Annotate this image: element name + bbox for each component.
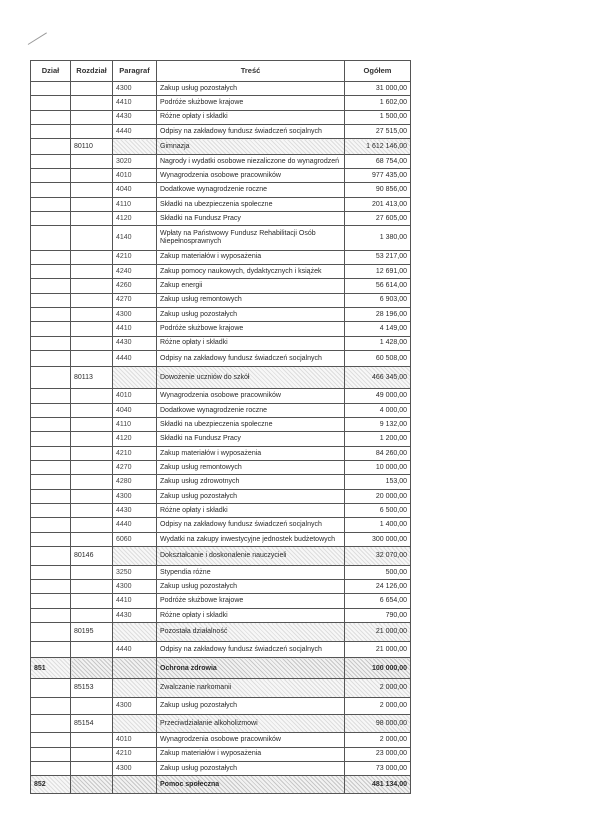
cell-dzial	[31, 733, 71, 747]
cell-dzial	[31, 226, 71, 250]
table-row	[31, 197, 411, 211]
cell-rozdzial	[71, 594, 113, 608]
cell-tresc: Składki na ubezpieczenia społeczne	[157, 418, 345, 432]
cell-rozdzial	[71, 264, 113, 278]
cell-rozdzial	[71, 461, 113, 475]
cell-rozdzial	[71, 336, 113, 350]
cell-ogolem: 100 000,00	[345, 658, 411, 679]
cell-paragraf: 3020	[113, 154, 157, 168]
cell-rozdzial	[71, 565, 113, 579]
table-row	[31, 580, 411, 594]
cell-rozdzial	[71, 279, 113, 293]
cell-tresc: Wynagrodzenia osobowe pracowników	[157, 389, 345, 403]
cell-paragraf	[113, 623, 157, 642]
cell-ogolem: 2 000,00	[345, 733, 411, 747]
table-row	[31, 432, 411, 446]
cell-rozdzial: 85153	[71, 679, 113, 698]
cell-tresc: Zakup energii	[157, 279, 345, 293]
table-row	[31, 565, 411, 579]
cell-tresc: Składki na Fundusz Pracy	[157, 432, 345, 446]
table-row	[31, 623, 411, 642]
header-ogolem: Ogółem	[345, 61, 411, 82]
cell-dzial: 851	[31, 658, 71, 679]
table-row	[31, 389, 411, 403]
cell-rozdzial	[71, 96, 113, 110]
cell-dzial	[31, 532, 71, 546]
cell-tresc: Wpłaty na Państwowy Fundusz Rehabilitacji Osób Niepełnosprawnych	[157, 226, 345, 250]
cell-rozdzial	[71, 641, 113, 658]
cell-paragraf: 4040	[113, 183, 157, 197]
cell-ogolem: 53 217,00	[345, 250, 411, 264]
table-row	[31, 264, 411, 278]
cell-rozdzial	[71, 698, 113, 715]
cell-tresc: Zakup materiałów i wyposażenia	[157, 446, 345, 460]
cell-ogolem: 481 134,00	[345, 776, 411, 794]
cell-rozdzial	[71, 389, 113, 403]
cell-ogolem: 790,00	[345, 608, 411, 622]
budget-table	[30, 60, 411, 794]
cell-dzial	[31, 350, 71, 367]
cell-tresc: Odpisy na zakładowy fundusz świadczeń socjalnych	[157, 518, 345, 532]
cell-tresc: Zwalczanie narkomanii	[157, 679, 345, 698]
cell-dzial	[31, 608, 71, 622]
table-row	[31, 761, 411, 775]
cell-paragraf	[113, 776, 157, 794]
cell-ogolem: 1 500,00	[345, 110, 411, 124]
table-row	[31, 776, 411, 794]
cell-tresc: Podróże służbowe krajowe	[157, 322, 345, 336]
cell-paragraf: 4110	[113, 418, 157, 432]
table-row	[31, 532, 411, 546]
cell-ogolem: 500,00	[345, 565, 411, 579]
cell-tresc: Wynagrodzenia osobowe pracowników	[157, 733, 345, 747]
cell-ogolem: 1 612 146,00	[345, 139, 411, 154]
cell-dzial	[31, 139, 71, 154]
cell-tresc: Różne opłaty i składki	[157, 110, 345, 124]
cell-tresc: Gimnazja	[157, 139, 345, 154]
cell-ogolem: 1 602,00	[345, 96, 411, 110]
cell-tresc: Dodatkowe wynagrodzenie roczne	[157, 403, 345, 417]
cell-ogolem: 1 380,00	[345, 226, 411, 250]
cell-tresc: Dodatkowe wynagrodzenie roczne	[157, 183, 345, 197]
cell-ogolem: 20 000,00	[345, 489, 411, 503]
cell-dzial	[31, 96, 71, 110]
cell-paragraf: 4430	[113, 504, 157, 518]
cell-paragraf: 4280	[113, 475, 157, 489]
cell-rozdzial	[71, 608, 113, 622]
cell-dzial	[31, 183, 71, 197]
cell-paragraf: 4210	[113, 446, 157, 460]
cell-ogolem: 31 000,00	[345, 82, 411, 96]
cell-tresc: Nagrody i wydatki osobowe niezaliczone do wynagrodzeń	[157, 154, 345, 168]
cell-paragraf: 4440	[113, 124, 157, 138]
cell-dzial	[31, 580, 71, 594]
cell-paragraf: 4270	[113, 293, 157, 307]
cell-tresc: Różne opłaty i składki	[157, 336, 345, 350]
cell-paragraf: 4300	[113, 307, 157, 321]
cell-tresc: Zakup usług pozostałych	[157, 307, 345, 321]
cell-rozdzial	[71, 504, 113, 518]
cell-rozdzial	[71, 169, 113, 183]
cell-dzial	[31, 389, 71, 403]
cell-dzial	[31, 82, 71, 96]
cell-paragraf: 4300	[113, 698, 157, 715]
table-row	[31, 594, 411, 608]
cell-rozdzial	[71, 293, 113, 307]
cell-tresc: Zakup usług pozostałych	[157, 82, 345, 96]
cell-dzial	[31, 124, 71, 138]
cell-paragraf: 4300	[113, 761, 157, 775]
table-row	[31, 293, 411, 307]
cell-rozdzial: 80110	[71, 139, 113, 154]
cell-dzial	[31, 154, 71, 168]
table-row	[31, 96, 411, 110]
cell-dzial	[31, 623, 71, 642]
cell-rozdzial	[71, 82, 113, 96]
cell-tresc: Zakup pomocy naukowych, dydaktycznych i książek	[157, 264, 345, 278]
cell-ogolem: 24 126,00	[345, 580, 411, 594]
table-row	[31, 350, 411, 367]
cell-dzial	[31, 279, 71, 293]
table-row	[31, 418, 411, 432]
cell-tresc: Podróże służbowe krajowe	[157, 96, 345, 110]
table-row	[31, 154, 411, 168]
cell-dzial	[31, 698, 71, 715]
cell-paragraf: 3250	[113, 565, 157, 579]
cell-dzial	[31, 169, 71, 183]
cell-rozdzial	[71, 307, 113, 321]
table-row	[31, 698, 411, 715]
cell-ogolem: 90 856,00	[345, 183, 411, 197]
cell-dzial	[31, 110, 71, 124]
cell-dzial	[31, 747, 71, 761]
cell-ogolem: 1 200,00	[345, 432, 411, 446]
table-row	[31, 110, 411, 124]
cell-tresc: Zakup usług remontowych	[157, 461, 345, 475]
cell-paragraf: 4410	[113, 96, 157, 110]
cell-tresc: Różne opłaty i składki	[157, 608, 345, 622]
cell-dzial	[31, 322, 71, 336]
cell-paragraf: 4240	[113, 264, 157, 278]
header-tresc: Treść	[157, 61, 345, 82]
cell-ogolem: 60 508,00	[345, 350, 411, 367]
cell-dzial	[31, 446, 71, 460]
cell-ogolem: 6 654,00	[345, 594, 411, 608]
cell-dzial	[31, 197, 71, 211]
cell-paragraf: 4120	[113, 212, 157, 226]
cell-dzial	[31, 518, 71, 532]
cell-paragraf: 4300	[113, 580, 157, 594]
cell-rozdzial	[71, 183, 113, 197]
cell-dzial	[31, 212, 71, 226]
cell-rozdzial	[71, 733, 113, 747]
cell-rozdzial	[71, 446, 113, 460]
cell-rozdzial	[71, 776, 113, 794]
cell-tresc: Zakup usług pozostałych	[157, 580, 345, 594]
cell-rozdzial	[71, 432, 113, 446]
cell-tresc: Zakup usług remontowych	[157, 293, 345, 307]
cell-dzial	[31, 418, 71, 432]
table-row	[31, 547, 411, 566]
cell-ogolem: 21 000,00	[345, 623, 411, 642]
cell-paragraf	[113, 714, 157, 733]
cell-rozdzial	[71, 403, 113, 417]
cell-dzial	[31, 336, 71, 350]
cell-rozdzial	[71, 110, 113, 124]
cell-ogolem: 2 000,00	[345, 679, 411, 698]
cell-ogolem: 10 000,00	[345, 461, 411, 475]
cell-tresc: Zakup materiałów i wyposażenia	[157, 747, 345, 761]
cell-rozdzial	[71, 212, 113, 226]
header-dzial: Dział	[31, 61, 71, 82]
cell-rozdzial	[71, 475, 113, 489]
cell-dzial	[31, 264, 71, 278]
cell-paragraf	[113, 547, 157, 566]
cell-rozdzial	[71, 518, 113, 532]
cell-tresc: Składki na ubezpieczenia społeczne	[157, 197, 345, 211]
cell-dzial	[31, 250, 71, 264]
cell-ogolem: 977 435,00	[345, 169, 411, 183]
cell-tresc: Stypendia różne	[157, 565, 345, 579]
table-row	[31, 518, 411, 532]
cell-dzial	[31, 293, 71, 307]
cell-tresc: Pozostała działalność	[157, 623, 345, 642]
table-row	[31, 475, 411, 489]
cell-rozdzial: 80113	[71, 367, 113, 389]
cell-tresc: Przeciwdziałanie alkoholizmowi	[157, 714, 345, 733]
cell-ogolem: 98 000,00	[345, 714, 411, 733]
cell-paragraf: 4140	[113, 226, 157, 250]
cell-ogolem: 68 754,00	[345, 154, 411, 168]
cell-rozdzial	[71, 350, 113, 367]
cell-rozdzial	[71, 761, 113, 775]
table-row	[31, 504, 411, 518]
table-row	[31, 124, 411, 138]
cell-ogolem: 4 000,00	[345, 403, 411, 417]
table-row	[31, 679, 411, 698]
cell-paragraf: 4010	[113, 389, 157, 403]
cell-paragraf: 4410	[113, 322, 157, 336]
cell-paragraf: 4430	[113, 608, 157, 622]
cell-paragraf: 4300	[113, 82, 157, 96]
cell-rozdzial	[71, 418, 113, 432]
cell-ogolem: 27 515,00	[345, 124, 411, 138]
cell-tresc: Różne opłaty i składki	[157, 504, 345, 518]
cell-rozdzial: 85154	[71, 714, 113, 733]
cell-ogolem: 4 149,00	[345, 322, 411, 336]
cell-ogolem: 2 000,00	[345, 698, 411, 715]
cell-ogolem: 28 196,00	[345, 307, 411, 321]
cell-tresc: Odpisy na zakładowy fundusz świadczeń socjalnych	[157, 350, 345, 367]
cell-paragraf: 4260	[113, 279, 157, 293]
cell-ogolem: 73 000,00	[345, 761, 411, 775]
cell-ogolem: 27 605,00	[345, 212, 411, 226]
cell-ogolem: 1 428,00	[345, 336, 411, 350]
cell-ogolem: 12 691,00	[345, 264, 411, 278]
header-rozdzial: Rozdział	[71, 61, 113, 82]
cell-dzial	[31, 367, 71, 389]
table-row	[31, 183, 411, 197]
cell-tresc: Podróże służbowe krajowe	[157, 594, 345, 608]
cell-ogolem: 1 400,00	[345, 518, 411, 532]
table-row	[31, 307, 411, 321]
cell-dzial	[31, 504, 71, 518]
cell-rozdzial: 80195	[71, 623, 113, 642]
table-header-row	[31, 61, 411, 82]
table-row	[31, 139, 411, 154]
table-row	[31, 658, 411, 679]
cell-tresc: Ochrona zdrowia	[157, 658, 345, 679]
cell-paragraf: 4440	[113, 518, 157, 532]
cell-tresc: Dowożenie uczniów do szkół	[157, 367, 345, 389]
table-row	[31, 279, 411, 293]
cell-tresc: Zakup usług pozostałych	[157, 698, 345, 715]
cell-tresc: Odpisy na zakładowy fundusz świadczeń socjalnych	[157, 641, 345, 658]
cell-rozdzial	[71, 658, 113, 679]
table-row	[31, 250, 411, 264]
cell-rozdzial	[71, 250, 113, 264]
cell-rozdzial	[71, 747, 113, 761]
cell-paragraf: 6060	[113, 532, 157, 546]
table-row	[31, 733, 411, 747]
cell-dzial	[31, 461, 71, 475]
cell-paragraf: 4430	[113, 110, 157, 124]
cell-tresc: Zakup usług zdrowotnych	[157, 475, 345, 489]
table-row	[31, 641, 411, 658]
cell-dzial	[31, 641, 71, 658]
cell-ogolem: 49 000,00	[345, 389, 411, 403]
cell-tresc: Odpisy na zakładowy fundusz świadczeń socjalnych	[157, 124, 345, 138]
cell-ogolem: 6 500,00	[345, 504, 411, 518]
cell-paragraf: 4210	[113, 747, 157, 761]
table-row	[31, 403, 411, 417]
cell-rozdzial	[71, 226, 113, 250]
cell-tresc: Wynagrodzenia osobowe pracowników	[157, 169, 345, 183]
cell-dzial	[31, 565, 71, 579]
cell-paragraf: 4270	[113, 461, 157, 475]
table-row	[31, 461, 411, 475]
cell-paragraf: 4010	[113, 733, 157, 747]
cell-dzial	[31, 594, 71, 608]
cell-paragraf: 4010	[113, 169, 157, 183]
cell-tresc: Składki na Fundusz Pracy	[157, 212, 345, 226]
cell-dzial	[31, 679, 71, 698]
cell-paragraf: 4040	[113, 403, 157, 417]
cell-ogolem: 300 000,00	[345, 532, 411, 546]
cell-tresc: Wydatki na zakupy inwestycyjne jednostek budżetowych	[157, 532, 345, 546]
cell-rozdzial: 80146	[71, 547, 113, 566]
table-row	[31, 489, 411, 503]
table-row	[31, 446, 411, 460]
cell-tresc: Zakup usług pozostałych	[157, 761, 345, 775]
cell-ogolem: 21 000,00	[345, 641, 411, 658]
cell-paragraf	[113, 679, 157, 698]
table-row	[31, 336, 411, 350]
cell-rozdzial	[71, 532, 113, 546]
cell-paragraf: 4110	[113, 197, 157, 211]
cell-tresc: Dokształcanie i doskonalenie nauczycieli	[157, 547, 345, 566]
cell-rozdzial	[71, 154, 113, 168]
cell-paragraf	[113, 139, 157, 154]
cell-ogolem: 153,00	[345, 475, 411, 489]
cell-ogolem: 32 070,00	[345, 547, 411, 566]
cell-rozdzial	[71, 580, 113, 594]
cell-dzial	[31, 489, 71, 503]
cell-ogolem: 6 903,00	[345, 293, 411, 307]
table-row	[31, 212, 411, 226]
table-row	[31, 226, 411, 250]
cell-dzial	[31, 403, 71, 417]
table-row	[31, 82, 411, 96]
cell-tresc: Zakup usług pozostałych	[157, 489, 345, 503]
cell-paragraf: 4440	[113, 350, 157, 367]
cell-dzial	[31, 432, 71, 446]
scan-artifact	[28, 32, 47, 45]
cell-ogolem: 56 614,00	[345, 279, 411, 293]
table-row	[31, 608, 411, 622]
cell-ogolem: 466 345,00	[345, 367, 411, 389]
header-paragraf: Paragraf	[113, 61, 157, 82]
table-row	[31, 747, 411, 761]
cell-dzial	[31, 307, 71, 321]
cell-paragraf: 4300	[113, 489, 157, 503]
cell-rozdzial	[71, 197, 113, 211]
table-row	[31, 367, 411, 389]
table-row	[31, 714, 411, 733]
cell-tresc: Zakup materiałów i wyposażenia	[157, 250, 345, 264]
cell-dzial	[31, 761, 71, 775]
cell-paragraf: 4440	[113, 641, 157, 658]
cell-paragraf: 4210	[113, 250, 157, 264]
table-row	[31, 322, 411, 336]
cell-dzial: 852	[31, 776, 71, 794]
cell-dzial	[31, 475, 71, 489]
cell-rozdzial	[71, 489, 113, 503]
cell-paragraf: 4120	[113, 432, 157, 446]
cell-paragraf: 4430	[113, 336, 157, 350]
cell-ogolem: 201 413,00	[345, 197, 411, 211]
cell-dzial	[31, 547, 71, 566]
cell-ogolem: 84 260,00	[345, 446, 411, 460]
cell-paragraf: 4410	[113, 594, 157, 608]
cell-rozdzial	[71, 322, 113, 336]
cell-tresc: Pomoc społeczna	[157, 776, 345, 794]
cell-ogolem: 23 000,00	[345, 747, 411, 761]
cell-dzial	[31, 714, 71, 733]
table-body	[31, 82, 411, 794]
cell-rozdzial	[71, 124, 113, 138]
cell-paragraf	[113, 367, 157, 389]
cell-paragraf	[113, 658, 157, 679]
table-row	[31, 169, 411, 183]
cell-ogolem: 9 132,00	[345, 418, 411, 432]
